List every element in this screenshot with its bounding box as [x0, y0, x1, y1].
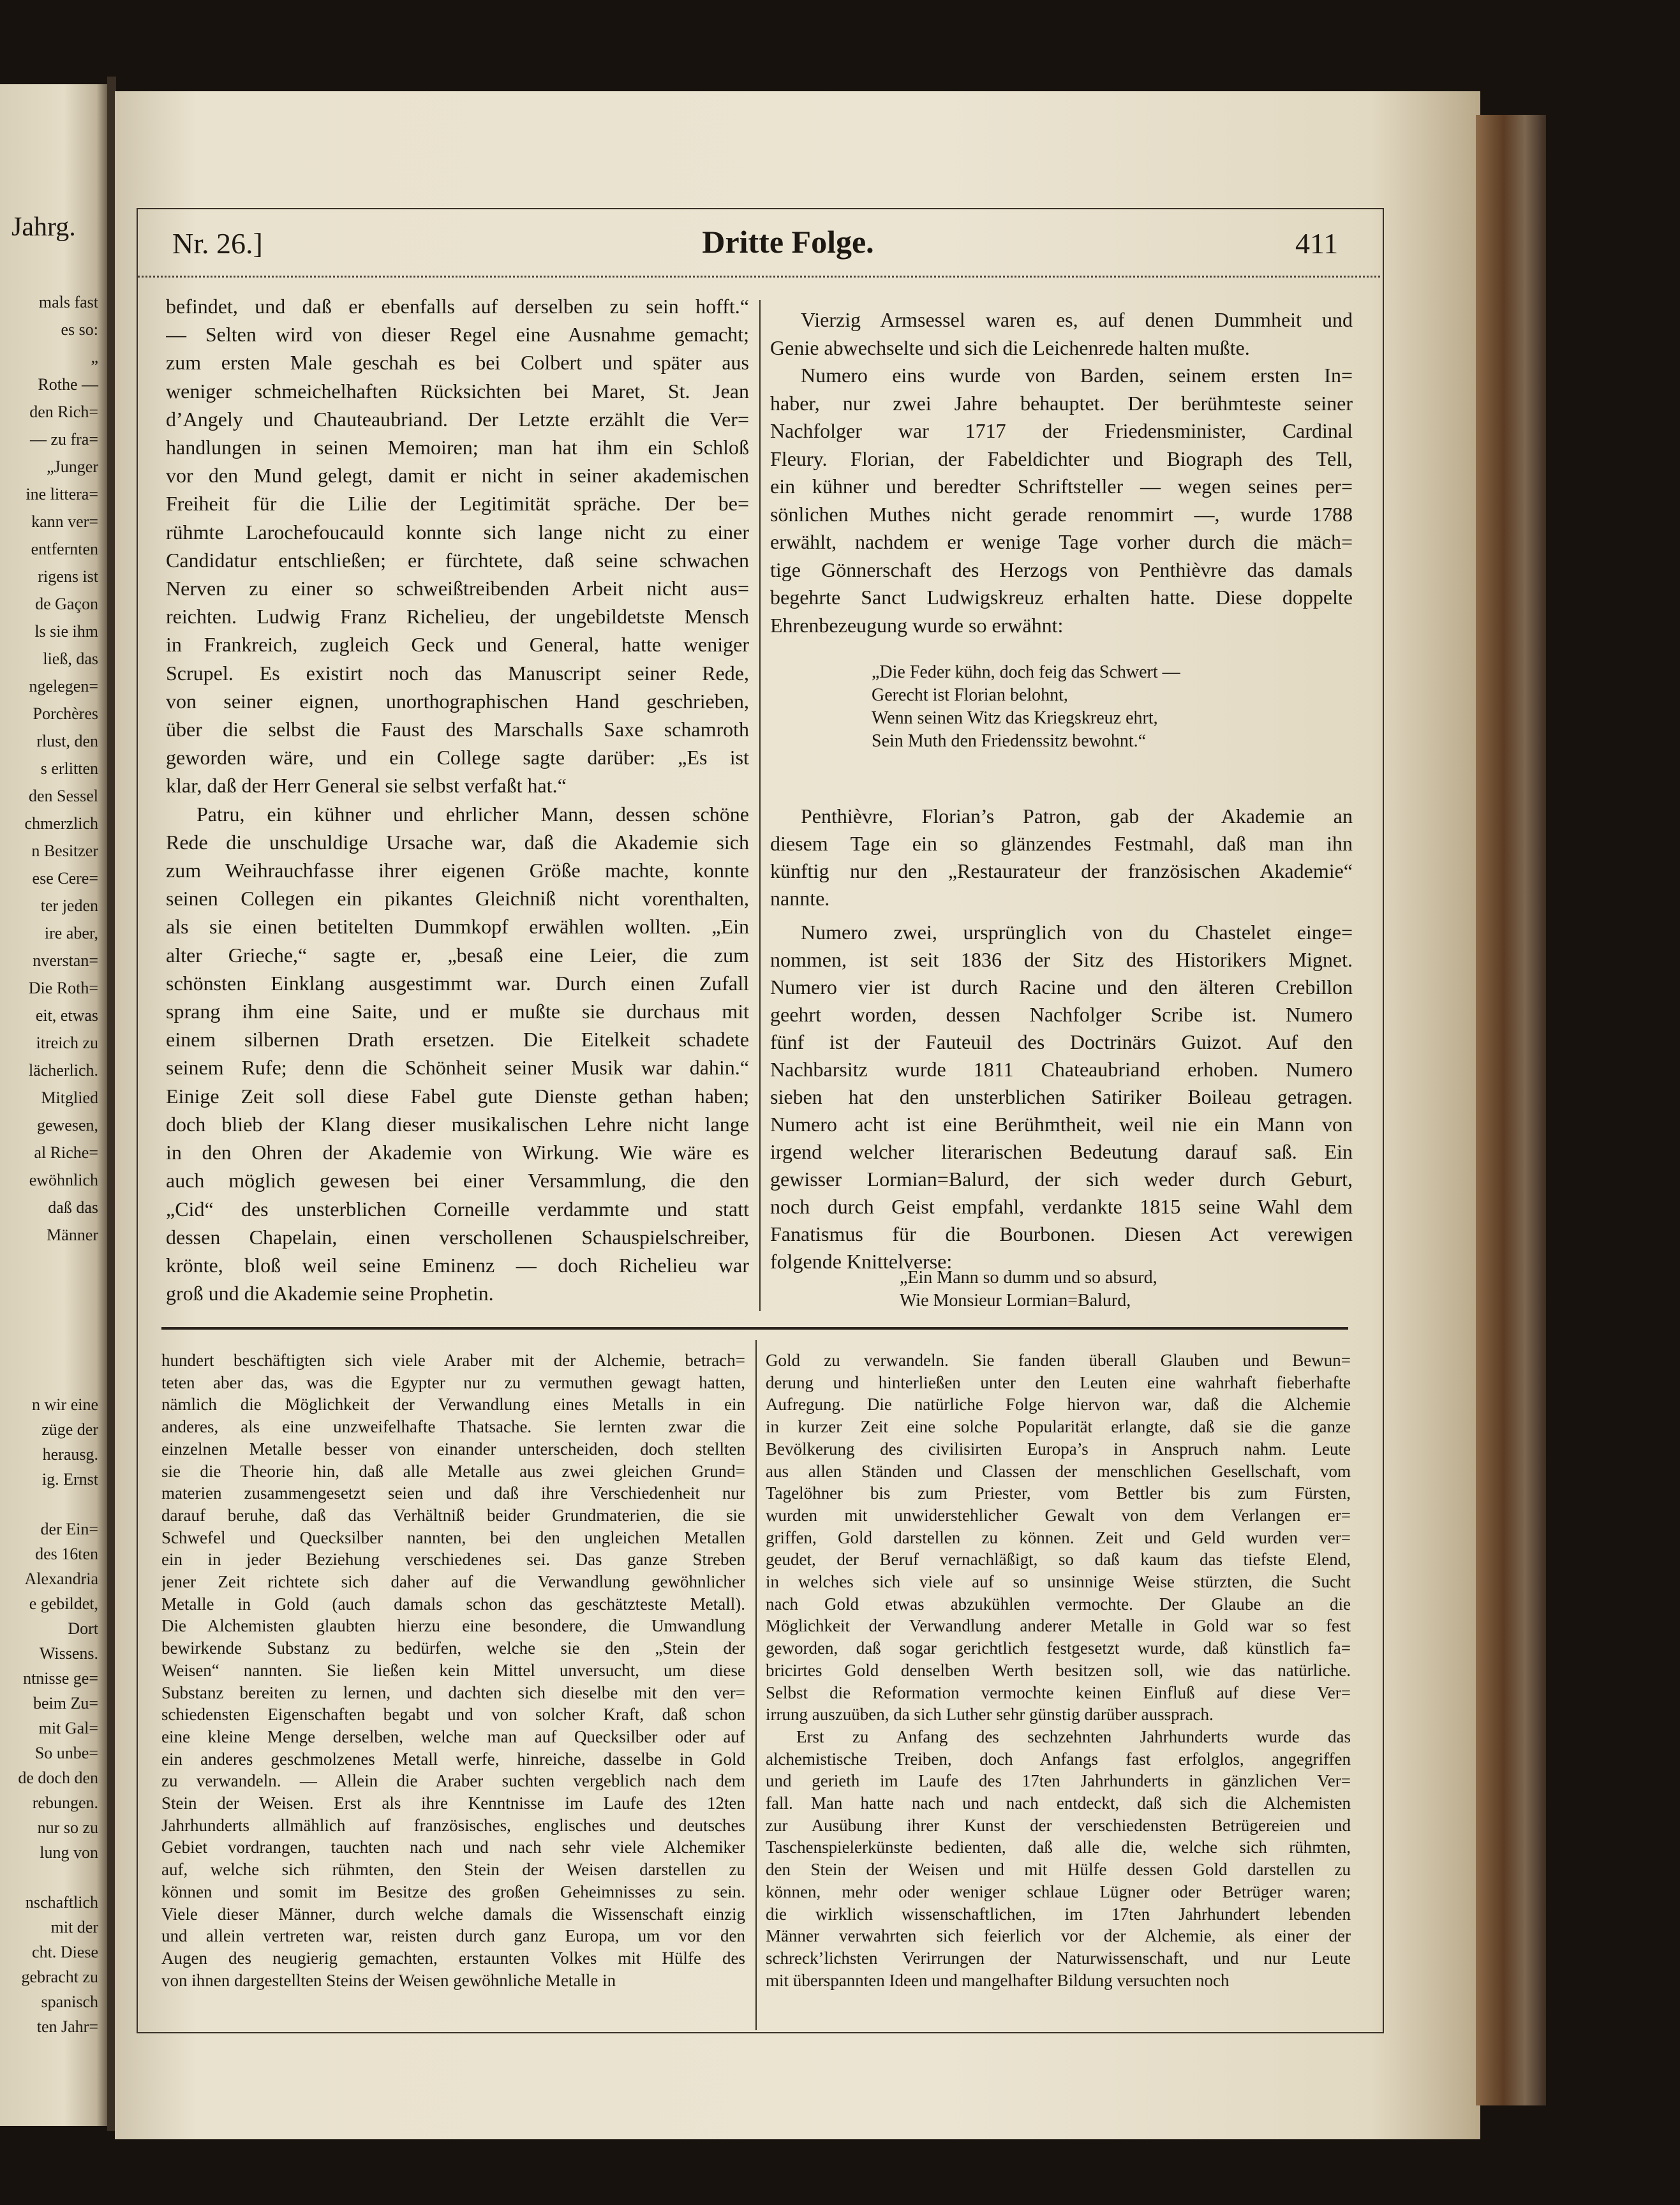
left-page-fragment: spanisch: [41, 1993, 98, 2011]
left-page-fragment: Die Roth=: [28, 979, 98, 997]
text-line: schönsten Einklang ausgestimmt war. Durch einen Zufall: [166, 971, 749, 995]
text-line: ein anderes geschmolzenes Metall werfe, hinreiche, dasselbe in Gold: [161, 1749, 745, 1769]
left-page-fragment: ire aber,: [44, 924, 98, 942]
text-line: Stein der Weisen. Erst als ihre Kenntnisse im Laufe des 12ten: [161, 1793, 745, 1813]
left-page-fragment: mit der: [50, 1918, 98, 1936]
left-page-lower-fragments: [18, 1392, 98, 2039]
text-line: wurden mit unwiderstehlicher Gewalt von dem Verlangen er=: [766, 1505, 1351, 1525]
text-line: anderes, als eine unzweifelhafte Thatsache. Sie lernten zwar die: [161, 1417, 745, 1437]
text-line: Numero vier ist durch Racine und den älteren Crebillon: [770, 976, 1353, 999]
left-page-fragment: ls sie ihm: [34, 622, 98, 641]
left-page-fragment: kann ver=: [31, 512, 98, 531]
left-page-fragment: ter jeden: [40, 896, 98, 915]
left-page-fragment: cht. Diese: [32, 1943, 98, 1961]
left-page-fragment: gewesen,: [36, 1116, 98, 1134]
text-line: alter Grieche,“ sagte er, „besaß eine Leier, die zum: [166, 943, 749, 967]
text-line: zum ersten Male geschah es bei Colbert und später aus: [166, 351, 749, 375]
text-line: Numero eins wurde von Barden, seinem ersten In=: [801, 364, 1353, 387]
text-line: Bevölkerung des civilisirten Europa’s in Anspruch nahm. Leute: [766, 1439, 1351, 1459]
poem-line: Wenn seinen Witz das Kriegskreuz ehrt,: [872, 708, 1158, 728]
text-line: zu verwandeln. — Allein die Araber suchten vergeblich nach dem: [161, 1771, 745, 1791]
text-line: — Selten wird von dieser Regel eine Ausnahme gemacht;: [166, 323, 749, 346]
left-page-fragment: ine littera=: [26, 485, 98, 503]
text-line: krönte, bloß weil seine Eminenz — doch Richelieu war: [166, 1253, 749, 1277]
left-page-fragment: den Rich=: [29, 403, 98, 421]
left-page-fragment: mals fast: [38, 293, 98, 311]
text-line: bricirtes Gold denselben Werth besitzen soll, wie das natürliche.: [766, 1660, 1351, 1680]
left-page-fragment: n wir eine: [32, 1395, 98, 1414]
text-line: reichten. Ludwig Franz Richelieu, der ungebildetste Mensch: [166, 605, 749, 628]
text-line: auf, welche sich rühmten, den Stein der Weisen darstellen zu: [161, 1860, 745, 1880]
text-line: Nachbarsitz wurde 1811 Chateaubriand erhoben. Numero: [770, 1058, 1353, 1081]
text-line: Numero zwei, ursprünglich von du Chastelet einge=: [801, 921, 1353, 944]
left-page-fragment: n Besitzer: [31, 842, 98, 860]
text-line: groß und die Akademie seine Prophetin.: [166, 1282, 494, 1305]
lower-column-1: [161, 1349, 745, 1991]
left-page-fragment: des 16ten: [35, 1545, 98, 1563]
text-line: tige Gönnerschaft des Herzogs von Penthièvre das damals: [770, 558, 1353, 581]
text-line: geworden wäre, und ein College sagte darüber: „Es ist: [166, 746, 749, 769]
text-line: von ihnen dargestellten Steins der Weisen gewöhnliche Metalle in: [161, 1970, 616, 1990]
text-line: einzelnen Metalle besser von einander unterscheiden, doch stellten: [161, 1439, 745, 1459]
text-line: mit überspannten Ideen und mangelhafter Bildung versuchten noch: [766, 1970, 1230, 1990]
left-page-fragment: ewöhnlich: [29, 1171, 98, 1189]
left-page-fragment: Wissens.: [39, 1644, 98, 1663]
section-separator: [161, 1327, 1348, 1330]
text-line: über die selbst die Faust des Marschalls Saxe schamroth: [166, 718, 749, 741]
text-line: ein in jeder Beziehung verschiedenes sei. Das ganze Streben: [161, 1550, 745, 1570]
text-line: nannte.: [770, 887, 830, 910]
text-line: nämlich die Möglichkeit der Verwandlung eines Metalls in ein: [161, 1395, 745, 1414]
upper-column-divider: [759, 300, 761, 1311]
text-line: teten aber das, was die Egypter nur zu vermuthen gewagt hatten,: [161, 1372, 745, 1392]
page-number: 411: [1295, 227, 1339, 260]
left-page-fragment: der Ein=: [40, 1520, 98, 1538]
text-line: handlungen in seinen Memoiren; man hat ihm ein Schloß: [166, 436, 749, 459]
text-line: Vierzig Armsessel waren es, auf denen Dummheit und: [801, 308, 1353, 331]
left-page-fragment: herausg.: [42, 1445, 98, 1464]
text-line: den Stein der Weisen und mit Hülfe dessen Gold darstellen zu: [766, 1860, 1351, 1880]
text-line: Nachfolger war 1717 der Friedensminister, Cardinal: [770, 419, 1353, 442]
text-line: Gold zu verwandeln. Sie fanden überall Glauben und Bewun=: [766, 1351, 1351, 1370]
text-line: befindet, und daß er ebenfalls auf derselben zu sein hofft.“: [166, 295, 749, 318]
upper-column-2-paragraph-a: [770, 306, 1353, 639]
text-line: nommen, ist seit 1836 der Sitz des Historikers Mignet.: [770, 948, 1353, 971]
left-page-fragment: ig. Ernst: [41, 1470, 98, 1489]
left-page-fragment: s erlitten: [40, 759, 98, 778]
text-line: Männer verwahrten sich feierlich vor der Alchemie, als einer der: [766, 1926, 1351, 1946]
poem-florian: [872, 661, 1318, 753]
text-line: Weisen“ nannten. Sie ließen kein Mittel unversucht, um diese: [161, 1660, 745, 1680]
left-page-fragment: e gebildet,: [29, 1594, 98, 1613]
text-line: schreck’lichsten Verirrungen der Naturwissenschaft, und nur Leute: [766, 1948, 1351, 1968]
text-line: materien zusammengesetzt seien und daß ihre Verschiedenheit nur: [161, 1483, 745, 1503]
left-page-fragment: mit Gal=: [38, 1719, 98, 1737]
text-line: Die Alchemisten glaubten hierzu eine besondere, die Umwandlung: [161, 1616, 745, 1636]
left-page-fragment: „Junger: [47, 457, 98, 476]
left-page-fragment: chmerzlich: [24, 814, 98, 833]
left-page-fragment: itreich zu: [36, 1034, 98, 1052]
text-line: Genie abwechselte und sich die Leichenrede halten mußte.: [770, 336, 1250, 359]
text-line: zum Weihrauchfasse ihrer eigenen Größe machte, konnte: [166, 859, 749, 882]
left-page-fragment: lung von: [40, 1843, 98, 1862]
text-line: hundert beschäftigten sich viele Araber mit der Alchemie, betrach=: [161, 1351, 745, 1370]
poem-line: „Die Feder kühn, doch feig das Schwert —: [872, 662, 1180, 682]
header-rule: [138, 276, 1380, 278]
text-line: von seiner eignen, unorthographischen Hand geschrieben,: [166, 689, 749, 713]
poem-lormian: [900, 1266, 1314, 1312]
text-line: Augen des neugierig gemachten, erstaunten Volkes mit Hülfe des: [161, 1948, 745, 1968]
left-page-fragment: Alexandria: [24, 1570, 98, 1588]
text-line: Schwefel und Quecksilber nannten, bei den ungleichen Metallen: [161, 1527, 745, 1547]
text-line: schiedensten Eigenschaften begabt und von solcher Kraft, daß schon: [161, 1705, 745, 1725]
text-line: folgende Knittelverse:: [770, 1250, 953, 1273]
left-facing-page: [0, 84, 107, 2126]
left-page-header: Jahrg.: [11, 212, 76, 242]
left-page-upper-fragments: [25, 288, 99, 1249]
text-line: Numero acht ist eine Berühmtheit, weil nie ein Mann von: [770, 1113, 1353, 1136]
text-line: in Frankreich, zugleich Geck und General, hatte weniger: [166, 633, 749, 657]
text-line: Penthièvre, Florian’s Patron, gab der Akademie an: [801, 805, 1353, 828]
text-line: Gebiet vordrangen, tauchten nach und nach sehr viele Alchemiker: [161, 1838, 745, 1857]
text-line: geworden, daß sogar gerichtlich festgesetzt wurde, daß künstlich fa=: [766, 1638, 1351, 1658]
left-page-fragment: züge der: [41, 1420, 98, 1439]
text-line: als sie einen betitelten Dummkopf erwählen wollten. „Ein: [166, 915, 749, 939]
text-line: d’Angely und Chauteaubriand. Der Letzte erzählt die Ver=: [166, 407, 749, 431]
left-page-fragment: de doch den: [18, 1769, 98, 1787]
text-line: „Cid“ des unsterblichen Corneille verdammte und statt: [166, 1197, 749, 1221]
left-page-fragment: beim Zu=: [33, 1694, 98, 1712]
text-line: sie die Theorie hin, daß alle Metalle aus zwei gleichen Grund=: [161, 1461, 745, 1481]
left-page-fragment: es so:: [61, 320, 98, 339]
left-page-fragment: ngelegen=: [29, 677, 98, 695]
issue-number: Nr. 26.]: [172, 227, 263, 260]
text-line: Candidatur entschließen; er fürchtete, daß seine schwachen: [166, 548, 749, 572]
left-page-fragment: [18, 1865, 98, 1890]
text-line: aus allen Ständen und Classen der menschlichen Gesellschaft, vom: [766, 1461, 1351, 1481]
text-line: weniger schmeichelhaften Rücksichten bei Maret, St. Jean: [166, 379, 749, 403]
text-line: und gerieth im Laufe des 17ten Jahrhunderts in gänzlichen Ver=: [766, 1771, 1351, 1791]
left-page-fragment: Rothe —: [38, 375, 98, 394]
text-line: seinen Collegen ein pikantes Gleichniß nicht vorenthalten,: [166, 887, 749, 910]
text-line: in welches sich viele auf so unsinnige Weise stürzten, die Sucht: [766, 1572, 1351, 1592]
left-page-fragment: Porchères: [33, 704, 98, 723]
page-edge: [1476, 115, 1546, 2105]
text-line: Selbst die Reformation vermochte keinen Einfluß auf diese Ver=: [766, 1682, 1351, 1702]
text-line: seinem Rufe; denn die Schönheit seiner Musik war dahin.“: [166, 1056, 749, 1080]
text-line: einem silbernen Drath ersetzen. Die Eitelkeit schadete: [166, 1028, 749, 1051]
lower-column-2: [766, 1349, 1351, 1991]
text-line: Fanatismus für die Bourbonen. Diesen Act verewigen: [770, 1222, 1353, 1245]
text-line: in den Ohren der Akademie von Wirkung. Wie wäre es: [166, 1141, 749, 1164]
text-line: Jahrhunderts allmählich auf französisches, englisches und deutsches: [161, 1815, 745, 1835]
text-line: ein kühner und beredter Schriftsteller — wegen seines per=: [770, 475, 1353, 498]
text-line: geudet, der Beruf vernachläßigt, so daß kaum das tiefste Elend,: [766, 1550, 1351, 1570]
lower-column-divider: [755, 1340, 757, 2030]
poem-line: Gerecht ist Florian belohnt,: [872, 685, 1068, 705]
text-line: Taschenspielerkünste bedienten, daß alle die, welche sich rühmten,: [766, 1838, 1351, 1857]
text-line: alchemistische Treiben, doch Anfangs fast erfolglos, angegriffen: [766, 1749, 1351, 1769]
text-line: Patru, ein kühner und ehrlicher Mann, dessen schöne: [197, 802, 749, 826]
text-line: geehrt worden, dessen Nachfolger Scribe ist. Numero: [770, 1003, 1353, 1026]
poem-line: „Ein Mann so dumm und so absurd,: [900, 1268, 1157, 1288]
left-page-fragment: So unbe=: [34, 1744, 98, 1762]
text-line: und allein vertreten war, reisten durch ganz Europa, um vor den: [161, 1926, 745, 1946]
left-page-fragment: Dort: [68, 1619, 98, 1638]
text-line: rühmte Larochefoucauld konnte sich lange nicht zu einer: [166, 520, 749, 544]
left-page-fragment: nschaftlich: [25, 1893, 98, 1912]
text-line: noch durch Geist empfahl, verdankte 1815 seine Wahl dem: [770, 1195, 1353, 1218]
left-page-fragment: [18, 1492, 98, 1517]
poem-line: Wie Monsieur Lormian=Balurd,: [900, 1291, 1131, 1310]
left-page-fragment: ntnisse ge=: [23, 1669, 98, 1688]
text-line: Tagelöhner bis zum Priester, vom Bettler bis zum Fürsten,: [766, 1483, 1351, 1503]
upper-column-2-paragraph-b: [770, 803, 1353, 912]
left-page-fragment: entfernten: [31, 540, 98, 558]
text-line: Erst zu Anfang des sechzehnten Jahrhunderts wurde das: [796, 1726, 1351, 1746]
left-page-fragment: — zu fra=: [29, 430, 98, 449]
left-page-fragment: ese Cere=: [32, 869, 98, 887]
text-line: diesem Tage ein so glänzendes Festmahl, daß man ihn: [770, 832, 1353, 855]
text-line: begehrte Sanct Ludwigskreuz erhalten hatte. Diese doppelte: [770, 586, 1353, 609]
left-page-fragment: Männer: [47, 1226, 98, 1244]
left-page-fragment: ten Jahr=: [36, 2017, 98, 2036]
text-line: fall. Man hatte nach und nach entdeckt, daß sich die Alchemisten: [766, 1793, 1351, 1813]
left-page-fragment: ließ, das: [43, 650, 98, 668]
text-line: auch möglich gewesen bei einer Versammlung, die den: [166, 1169, 749, 1192]
text-line: Substanz bereiten zu lernen, und dachten sich dieselbe mit den ver=: [161, 1682, 745, 1702]
poem-line: Sein Muth den Friedenssitz bewohnt.“: [872, 731, 1147, 751]
left-page-fragment: eit, etwas: [35, 1006, 98, 1025]
text-line: Freiheit für die Lilie der Legitimität spräche. Der be=: [166, 492, 749, 516]
text-line: irrung auszuüben, da sich Luther sehr günstig darüber aussprach.: [766, 1705, 1214, 1725]
left-page-fragment: rebungen.: [32, 1793, 98, 1812]
left-page-fragment: nur so zu: [37, 1818, 98, 1837]
left-page-fragment: „: [91, 348, 98, 366]
text-line: sönlichen Muthes nicht gerade renommirt —, wurde 1788: [770, 502, 1353, 526]
text-line: eine kleine Menge derselben, welche man auf Quecksilber oder auf: [161, 1726, 745, 1746]
running-title: Dritte Folge.: [702, 224, 874, 260]
text-line: Ehrenbezeugung wurde so erwähnt:: [770, 613, 1064, 637]
text-line: irgend welcher literarischen Bedeutung darauf saß. Ein: [770, 1140, 1353, 1163]
text-line: Scrupel. Es existirt noch das Manuscript seiner Rede,: [166, 661, 749, 685]
left-page-fragment: gebracht zu: [21, 1968, 98, 1986]
text-line: Nerven zu einer so schweißtreibenden Arbeit nicht aus=: [166, 577, 749, 600]
text-line: zur Ausübung ihrer Kunst der verschiedensten Betrügereien und: [766, 1815, 1351, 1835]
text-line: darauf beruhe, daß das Verhältniß beider Grundmaterien, die sie: [161, 1505, 745, 1525]
text-line: Metalle in Gold (auch damals schon das geschätzteste Metall).: [161, 1594, 745, 1614]
text-line: die wirklich wissenschaftlichen, im 17ten Jahrhundert lebenden: [766, 1904, 1351, 1924]
text-line: sieben hat den unsterblichen Satiriker Boileau getragen.: [770, 1085, 1353, 1108]
text-line: dessen Chapelain, einen verschollenen Schauspielschreiber,: [166, 1225, 749, 1249]
text-line: vor den Mund gelegt, damit er nicht in seiner akademischen: [166, 464, 749, 487]
text-line: doch blieb der Klang dieser musikalischen Lehre nicht lange: [166, 1112, 749, 1136]
text-line: nach Gold etwas abzukühlen vermochte. Der Glaube an die: [766, 1594, 1351, 1614]
left-page-fragment: daß das: [48, 1198, 98, 1217]
text-line: Rede die unschuldige Ursache war, daß die Akademie sich: [166, 830, 749, 854]
text-line: sprang ihm eine Saite, und er mußte sie durchaus mit: [166, 1000, 749, 1023]
text-line: künftig nur den „Restaurateur der französischen Akademie“: [770, 859, 1353, 882]
text-line: klar, daß der Herr General sie selbst verfaßt hat.“: [166, 774, 567, 798]
left-page-fragment: den Sessel: [28, 787, 98, 805]
left-page-fragment: nverstan=: [33, 951, 98, 970]
text-line: Viele dieser Männer, durch welche damals die Wissenschaft einzig: [161, 1904, 745, 1924]
text-line: Fleury. Florian, der Fabeldichter und Biograph des Tell,: [770, 447, 1353, 470]
text-line: Einige Zeit soll diese Fabel gute Dienste gethan haben;: [166, 1084, 749, 1108]
left-page-fragment: Mitglied: [41, 1088, 98, 1107]
left-page-fragment: rlust, den: [36, 732, 98, 750]
left-page-fragment: rigens ist: [38, 567, 98, 586]
left-page-fragment: de Gaçon: [35, 595, 98, 613]
left-page-fragment: lächerlich.: [29, 1061, 98, 1080]
text-line: derung und hinterließen unter den Leuten eine wahrhaft fieberhafte: [766, 1372, 1351, 1392]
upper-column-2-paragraph-c: [770, 919, 1353, 1275]
text-line: in kurzer Zeit eine solche Popularität erlangte, daß sie die ganze: [766, 1417, 1351, 1437]
text-line: gewisser Lormian=Balurd, der sich weder durch Geburt,: [770, 1168, 1353, 1191]
text-line: Aufregung. Die natürliche Folge hiervon war, daß die Alchemie: [766, 1395, 1351, 1414]
text-line: bewirkende Substanz zu bedürfen, welche sie den „Stein der: [161, 1638, 745, 1658]
text-line: fünf ist der Fauteuil des Doctrinärs Guizot. Auf den: [770, 1030, 1353, 1053]
upper-column-1: [166, 292, 749, 1307]
text-line: Möglichkeit der Verwandlung anderer Metalle in Gold war so fest: [766, 1616, 1351, 1636]
left-page-fragment: al Riche=: [34, 1143, 98, 1162]
text-line: können, mehr oder weniger schlaue Lügner oder Betrüger waren;: [766, 1882, 1351, 1901]
text-line: haber, nur zwei Jahre behauptet. Der berühmteste seiner: [770, 391, 1353, 415]
text-line: jener Zeit richtete sich daher auf die Verwandlung gewöhnlicher: [161, 1572, 745, 1592]
text-line: griffen, Gold darstellen zu können. Zeit und Geld wurden ver=: [766, 1527, 1351, 1547]
text-line: erwählt, nachdem er wenige Tage vorher durch die mäch=: [770, 530, 1353, 553]
text-line: können und somit im Besitze des großen Geheimnisses zu sein.: [161, 1882, 745, 1901]
